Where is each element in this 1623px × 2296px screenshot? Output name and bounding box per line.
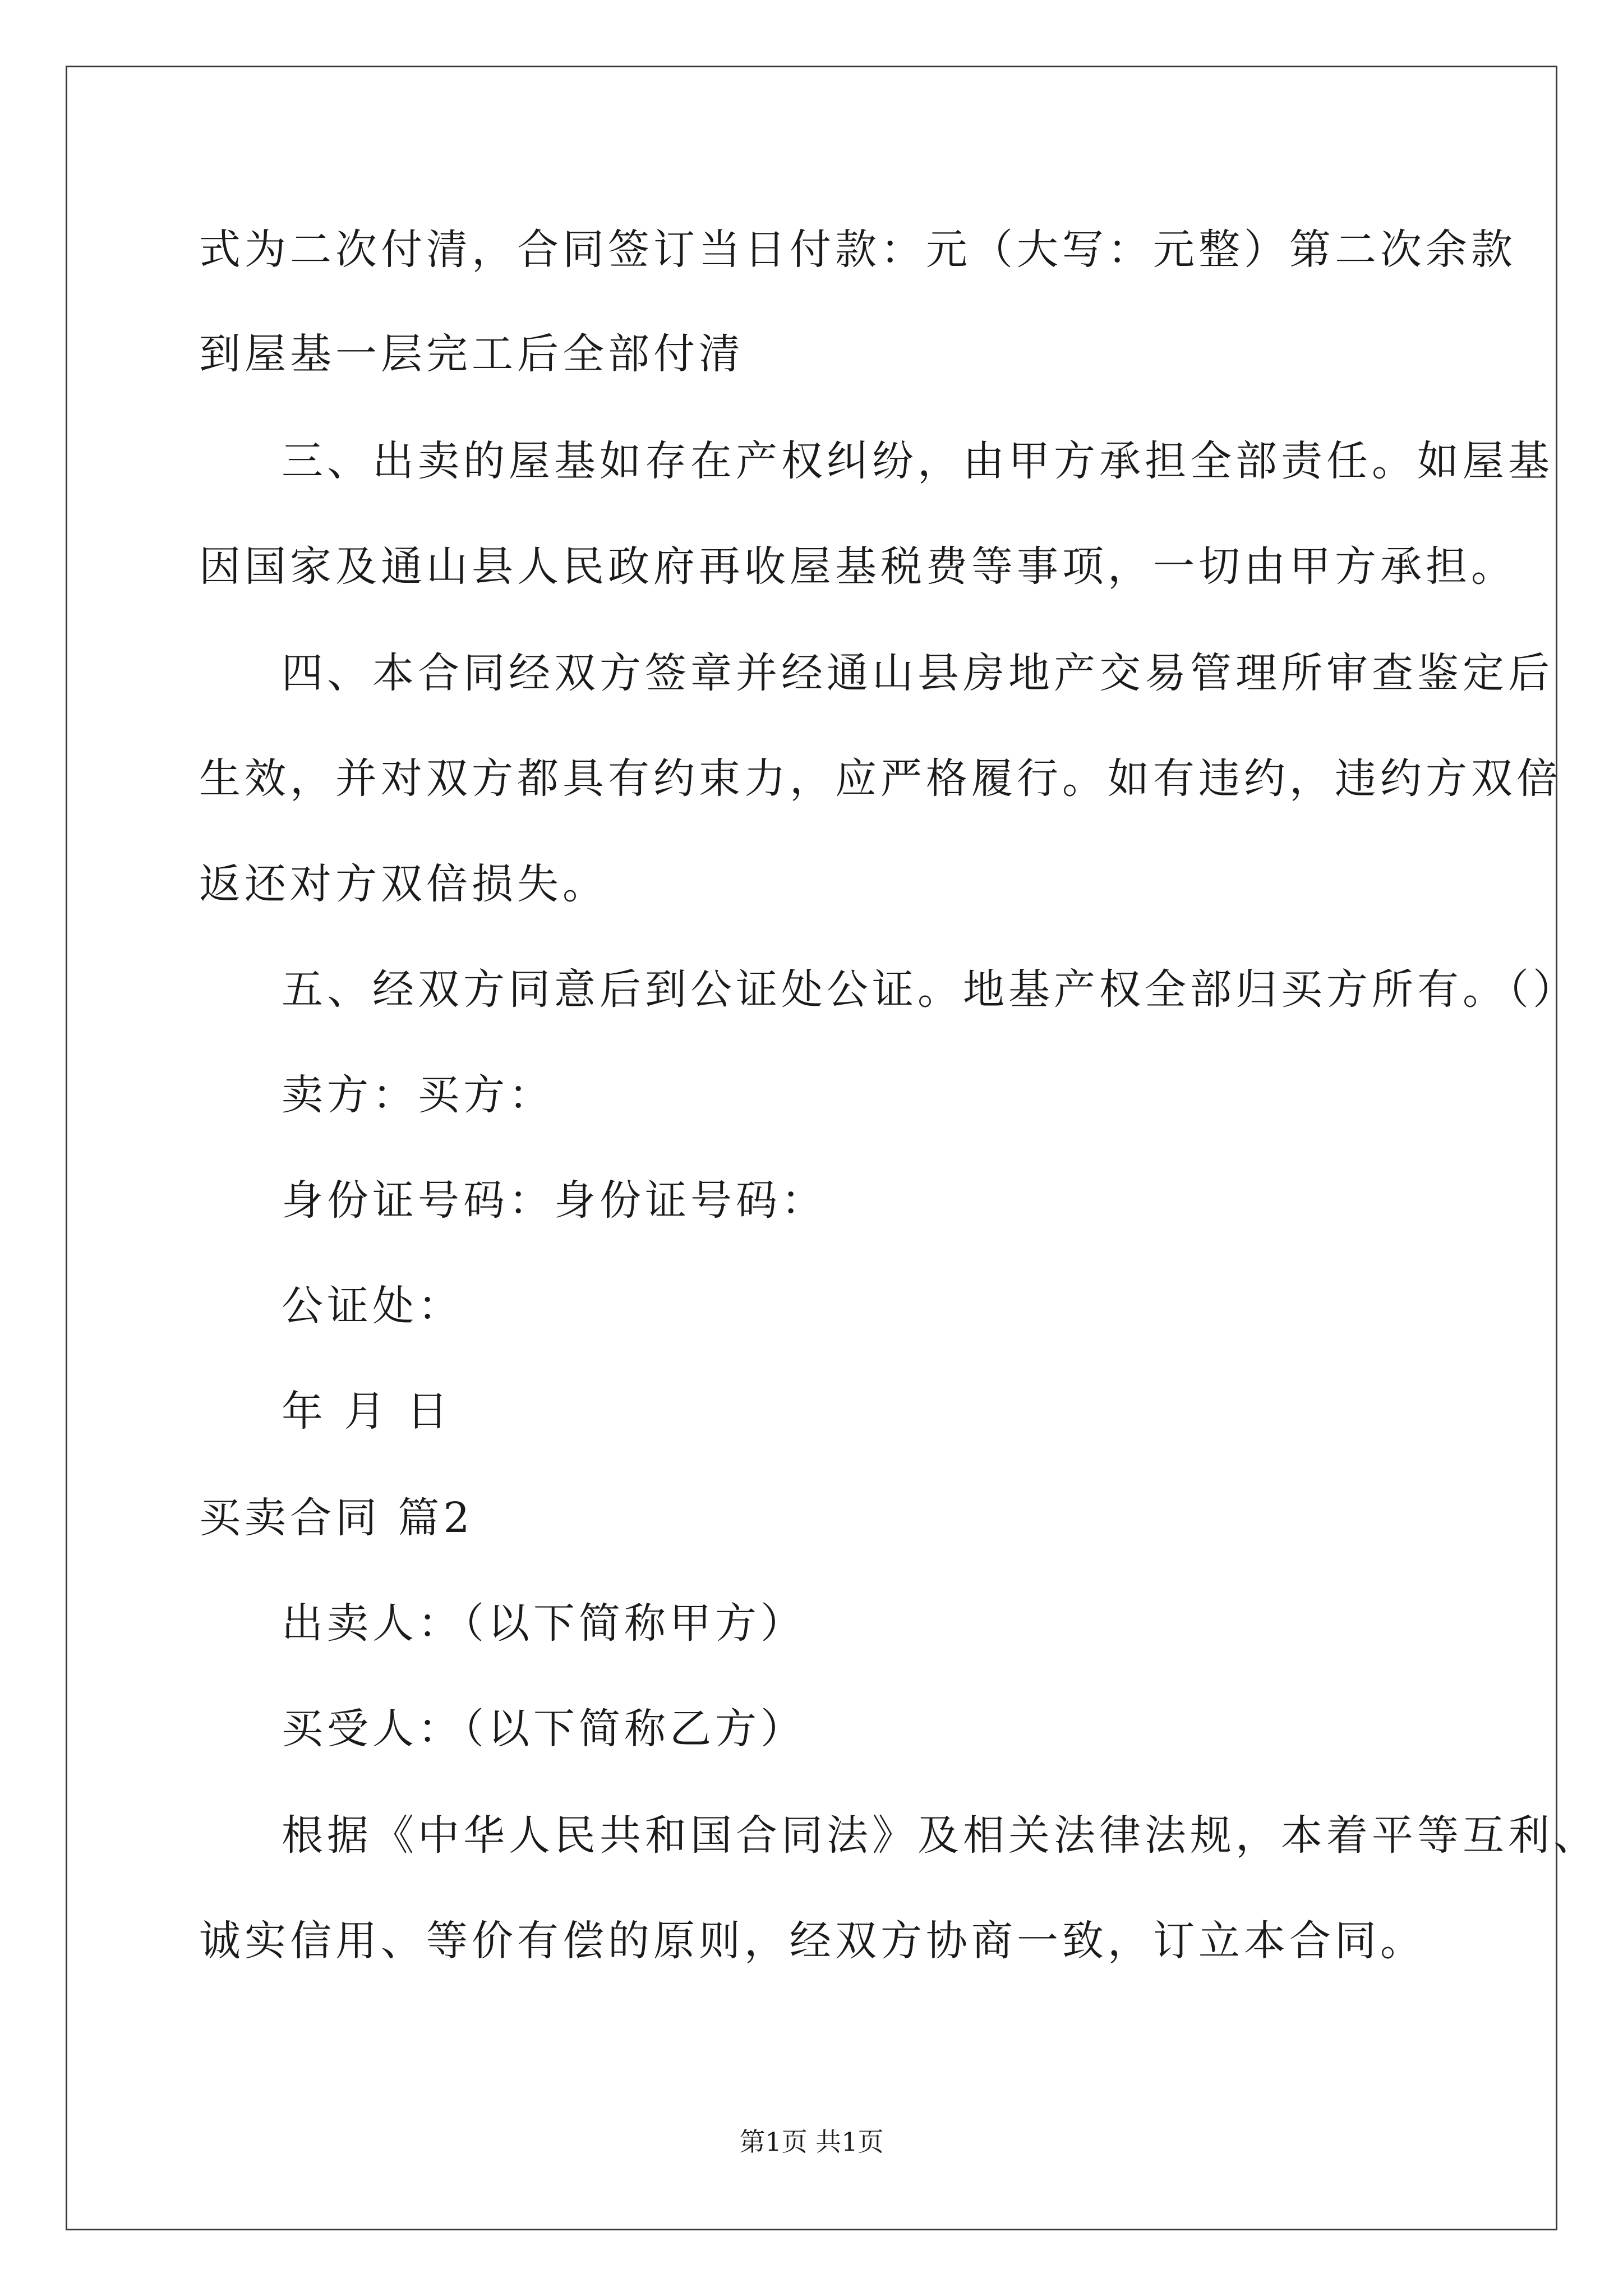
- text-line: 五、经双方同意后到公证处公证。地基产权全部归买方所有。（）: [282, 965, 1578, 1014]
- text-line: 因国家及通山县人民政府再收屋基税费等事项，一切由甲方承担。: [199, 542, 1516, 591]
- text-line: 三、出卖的屋基如存在产权纠纷，由甲方承担全部责任。如屋基: [282, 437, 1553, 485]
- page-border: [66, 66, 1557, 2230]
- text-line: 诚实信用、等价有偿的原则，经双方协商一致，订立本合同。: [199, 1917, 1426, 1965]
- text-line: 到屋基一层完工后全部付清: [199, 330, 744, 378]
- text-line: 出卖人：（以下简称甲方）: [282, 1599, 806, 1648]
- text-line: 公证处：: [282, 1282, 463, 1330]
- text-line: 生效，并对双方都具有约束力，应严格履行。如有违约，违约方双倍: [199, 754, 1562, 803]
- text-line: 根据《中华人民共和国合同法》及相关法律法规，本着平等互利、: [282, 1811, 1599, 1860]
- text-line: 式为二次付清，合同签订当日付款：元（大写：元整）第二次余款: [199, 226, 1516, 274]
- text-line: 身份证号码：身份证号码：: [282, 1176, 827, 1225]
- text-line: 卖方：买方：: [282, 1071, 554, 1119]
- text-line: 四、本合同经双方签章并经通山县房地产交易管理所审查鉴定后: [282, 649, 1553, 697]
- date-line: 年 月 日: [282, 1387, 453, 1435]
- section-heading: 买卖合同 篇2: [199, 1494, 474, 1542]
- page-number: 第1页 共1页: [739, 2127, 884, 2157]
- text-line: 返还对方双倍损失。: [199, 860, 608, 908]
- text-line: 买受人：（以下简称乙方）: [282, 1705, 806, 1753]
